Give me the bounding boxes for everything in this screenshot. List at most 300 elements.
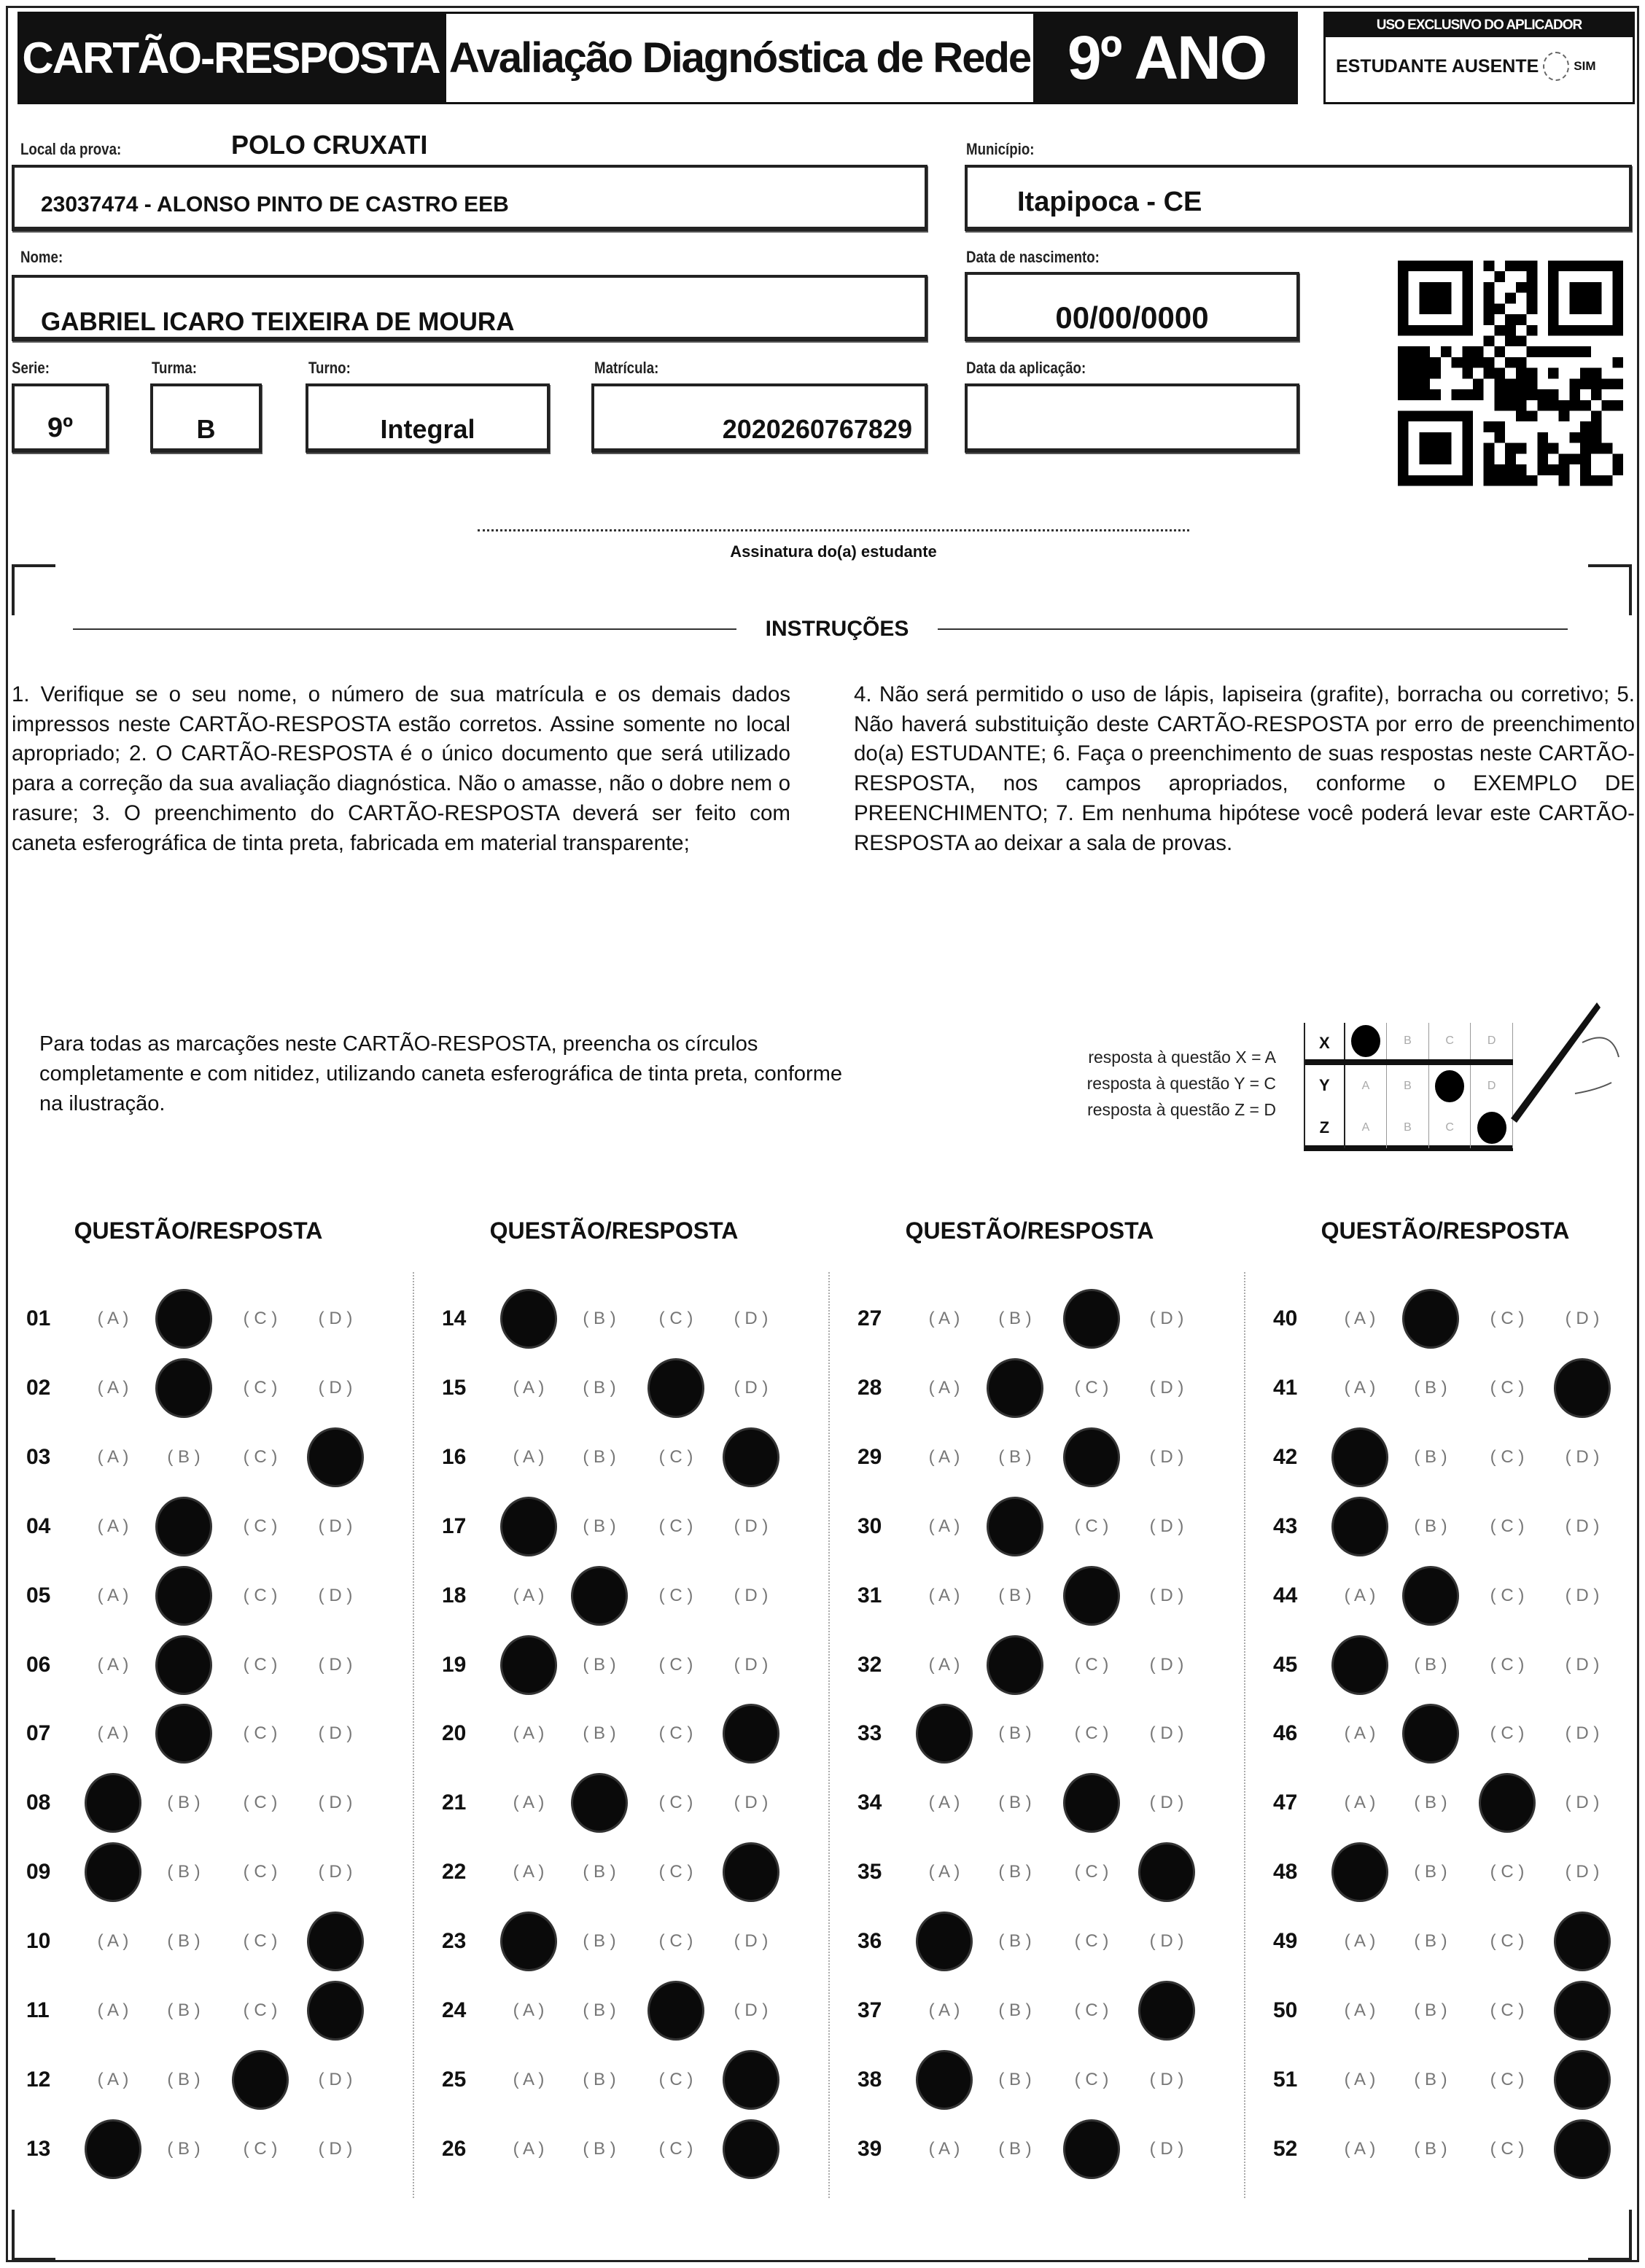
answer-bubble[interactable]: ( B ): [1414, 1516, 1447, 1536]
example-question: Y: [1305, 1065, 1345, 1107]
answer-bubble[interactable]: ( B ): [998, 1793, 1032, 1813]
answer-bubble-filled[interactable]: [87, 2121, 139, 2177]
answer-bubble[interactable]: ( A ): [1344, 1793, 1376, 1813]
answer-bubble[interactable]: ( A ): [97, 1377, 129, 1398]
answer-bubble[interactable]: ( A ): [928, 1862, 960, 1882]
answer-bubble[interactable]: ( B ): [583, 1862, 616, 1882]
turno-label: Turno:: [308, 359, 351, 377]
answer-bubble[interactable]: ( D ): [734, 2000, 769, 2020]
answer-bubble[interactable]: ( B ): [1414, 2000, 1447, 2020]
answer-bubble-filled[interactable]: [87, 1775, 139, 1831]
answer-bubble[interactable]: ( A ): [1344, 2000, 1376, 2020]
column-separator: [828, 1272, 830, 2198]
answer-bubble[interactable]: ( A ): [513, 2138, 545, 2159]
answer-bubble[interactable]: ( D ): [318, 1654, 353, 1675]
answer-bubble-filled[interactable]: [918, 2052, 971, 2108]
answer-bubble[interactable]: ( A ): [1344, 1931, 1376, 1952]
answer-bubble[interactable]: ( B ): [167, 2138, 201, 2159]
answer-bubble[interactable]: ( B ): [167, 1793, 201, 1813]
answer-bubble[interactable]: ( D ): [1149, 1516, 1184, 1536]
answer-bubble[interactable]: ( C ): [243, 1931, 278, 1952]
answer-bubble[interactable]: ( D ): [318, 2069, 353, 2089]
question-number: 28: [858, 1375, 882, 1400]
answer-bubble-filled[interactable]: [1334, 1844, 1386, 1900]
answer-bubble[interactable]: ( B ): [1414, 2138, 1447, 2159]
example-bubble: D: [1471, 1023, 1513, 1059]
answer-bubble-filled[interactable]: [502, 1291, 555, 1347]
answer-bubble[interactable]: ( C ): [243, 2000, 278, 2020]
answer-bubble[interactable]: ( C ): [1490, 2000, 1525, 2020]
answer-bubble[interactable]: ( B ): [1414, 1793, 1447, 1813]
answer-bubble[interactable]: ( D ): [1565, 1862, 1600, 1882]
answer-bubble-filled[interactable]: [1065, 1568, 1118, 1624]
answer-bubble-filled[interactable]: [725, 1706, 777, 1761]
answer-bubble-filled[interactable]: [1556, 2121, 1609, 2177]
question-number: 14: [442, 1306, 467, 1330]
answer-bubble-filled[interactable]: [650, 1360, 702, 1416]
question-number: 35: [858, 1860, 882, 1885]
local-label: Local da prova:: [20, 140, 122, 158]
answer-bubble-filled[interactable]: [1556, 1360, 1609, 1416]
question-number: 48: [1273, 1860, 1298, 1885]
nome-label: Nome:: [20, 248, 63, 266]
example-bubble: B: [1387, 1107, 1429, 1148]
municipio-label: Município:: [966, 140, 1035, 158]
column-separator: [413, 1272, 414, 2198]
example-line: resposta à questão X = A: [1088, 1048, 1276, 1067]
question-number: 29: [858, 1444, 882, 1469]
answer-bubble-filled[interactable]: [1065, 1430, 1118, 1485]
matricula-value: 2020260767829: [722, 414, 912, 444]
answer-bubble[interactable]: ( A ): [97, 1446, 129, 1467]
answer-bubble[interactable]: ( B ): [583, 2069, 616, 2089]
answer-bubble-filled[interactable]: [1556, 1914, 1609, 1969]
question-number: 04: [26, 1513, 51, 1538]
pen-illustration-icon: [1473, 999, 1626, 1145]
question-number: 08: [26, 1790, 51, 1815]
answer-bubble[interactable]: ( B ): [998, 2138, 1032, 2159]
answer-bubble[interactable]: ( C ): [1074, 1516, 1109, 1536]
question-number: 45: [1273, 1652, 1298, 1677]
answer-bubble-filled[interactable]: [1404, 1706, 1457, 1761]
school-value: 23037474 - ALONSO PINTO DE CASTRO EEB: [41, 192, 509, 217]
answer-bubble-filled[interactable]: [1481, 1775, 1533, 1831]
turma-value: B: [196, 414, 216, 444]
instructions-title: INSTRUÇÕES: [765, 617, 909, 641]
answer-bubble[interactable]: ( C ): [243, 2138, 278, 2159]
answer-bubble[interactable]: ( D ): [1149, 1585, 1184, 1605]
answer-bubble[interactable]: ( B ): [1414, 2069, 1447, 2089]
answer-bubble[interactable]: ( D ): [318, 1377, 353, 1398]
question-number: 10: [26, 1929, 51, 1954]
example-question: X: [1305, 1023, 1345, 1059]
answer-bubble[interactable]: ( C ): [1490, 2069, 1525, 2089]
answer-bubble[interactable]: ( A ): [97, 2069, 129, 2089]
answer-bubble[interactable]: ( A ): [97, 1309, 129, 1328]
answer-bubble-filled[interactable]: [1065, 1775, 1118, 1831]
answer-bubble[interactable]: ( D ): [318, 1723, 353, 1744]
answer-bubble-filled[interactable]: [650, 1983, 702, 2038]
question-number: 17: [442, 1513, 467, 1538]
answer-bubble[interactable]: ( A ): [928, 1309, 960, 1328]
answers-heading: QUESTÃO/RESPOSTA: [1321, 1217, 1570, 1244]
answer-bubble[interactable]: ( C ): [658, 1446, 693, 1467]
question-number: 40: [1273, 1306, 1298, 1330]
question-number: 33: [858, 1721, 882, 1746]
answer-bubble-filled[interactable]: [158, 1499, 210, 1554]
answer-bubble-filled[interactable]: [502, 1637, 555, 1693]
answer-bubble[interactable]: ( D ): [1149, 1793, 1184, 1813]
example-bubble: D: [1471, 1065, 1513, 1107]
answer-bubble-filled[interactable]: [1334, 1499, 1386, 1554]
answer-bubble[interactable]: ( C ): [1074, 1931, 1109, 1952]
answer-bubble[interactable]: ( B ): [998, 1446, 1032, 1467]
answer-bubble[interactable]: ( A ): [97, 1931, 129, 1952]
answer-bubble[interactable]: ( C ): [1490, 1309, 1525, 1328]
answer-bubble-filled[interactable]: [502, 1914, 555, 1969]
answer-bubble[interactable]: ( C ): [243, 1862, 278, 1882]
answer-bubble[interactable]: ( C ): [1490, 1931, 1525, 1952]
answer-bubble[interactable]: ( B ): [167, 2000, 201, 2020]
signature-line[interactable]: [478, 529, 1189, 531]
nome-value: GABRIEL ICARO TEIXEIRA DE MOURA: [41, 308, 515, 336]
question-number: 13: [26, 2136, 51, 2161]
answer-bubble[interactable]: ( B ): [583, 1931, 616, 1952]
answer-bubble-filled[interactable]: [1140, 1844, 1193, 1900]
answer-bubble[interactable]: ( C ): [658, 1585, 693, 1605]
answer-bubble-filled[interactable]: [989, 1499, 1041, 1554]
question-number: 27: [858, 1306, 882, 1330]
answer-bubble[interactable]: ( C ): [1490, 1654, 1525, 1675]
answer-bubble[interactable]: ( B ): [167, 1446, 201, 1467]
answer-bubble[interactable]: ( B ): [167, 1862, 201, 1882]
answer-bubble[interactable]: ( B ): [583, 1309, 616, 1328]
turma-label: Turma:: [152, 359, 197, 377]
answer-bubble[interactable]: ( C ): [243, 1723, 278, 1744]
answer-bubble-filled[interactable]: [309, 1983, 362, 2038]
answer-bubble[interactable]: ( D ): [1149, 1654, 1184, 1675]
question-number: 02: [26, 1375, 51, 1400]
answer-bubble[interactable]: ( C ): [1490, 1446, 1525, 1467]
answer-bubble[interactable]: ( A ): [513, 2069, 545, 2089]
answer-bubble[interactable]: ( D ): [1149, 1377, 1184, 1398]
answer-bubble-filled[interactable]: [725, 2121, 777, 2177]
answer-bubble-filled[interactable]: [1334, 1430, 1386, 1485]
question-number: 52: [1273, 2136, 1298, 2161]
answer-bubble[interactable]: ( D ): [1565, 1654, 1600, 1675]
answers-heading: QUESTÃO/RESPOSTA: [74, 1217, 323, 1244]
answer-bubble-filled[interactable]: [1556, 1983, 1609, 2038]
answer-bubble[interactable]: ( D ): [734, 1793, 769, 1813]
question-number: 01: [26, 1306, 51, 1330]
question-number: 21: [442, 1790, 467, 1815]
answer-bubble[interactable]: ( B ): [998, 1862, 1032, 1882]
absent-checkbox[interactable]: [1543, 52, 1569, 81]
answer-bubble[interactable]: ( A ): [928, 1585, 960, 1605]
answer-bubble[interactable]: ( A ): [1344, 2069, 1376, 2089]
frame-corner: [1588, 2210, 1632, 2261]
answer-bubble[interactable]: ( D ): [318, 1793, 353, 1813]
question-number: 37: [858, 1998, 882, 2022]
answer-bubble[interactable]: ( A ): [928, 2138, 960, 2159]
answer-bubble[interactable]: ( B ): [583, 1654, 616, 1675]
answers-heading: QUESTÃO/RESPOSTA: [905, 1217, 1154, 1244]
answer-bubble[interactable]: ( D ): [1149, 2138, 1184, 2159]
answer-bubble-filled[interactable]: [309, 1430, 362, 1485]
grade-label: 9º ANO: [1035, 12, 1298, 104]
answer-bubble[interactable]: ( A ): [513, 1377, 545, 1398]
example-bubble: A: [1345, 1107, 1388, 1148]
answer-bubble[interactable]: ( C ): [1074, 1377, 1109, 1398]
frame-corner: [1588, 564, 1632, 615]
answer-bubble[interactable]: ( A ): [928, 1654, 960, 1675]
answer-bubble[interactable]: ( C ): [1074, 1654, 1109, 1675]
applicator-box: [1323, 12, 1635, 104]
question-number: 36: [858, 1929, 882, 1954]
nascimento-label: Data de nascimento:: [966, 248, 1100, 266]
answer-bubble-filled[interactable]: [1140, 1983, 1193, 2038]
example-line: resposta à questão Y = C: [1086, 1074, 1276, 1093]
answer-bubble[interactable]: ( A ): [1344, 1309, 1376, 1328]
answer-bubble[interactable]: ( B ): [998, 1309, 1032, 1328]
answer-bubble[interactable]: ( B ): [1414, 1931, 1447, 1952]
answer-bubble[interactable]: ( A ): [928, 1793, 960, 1813]
answer-bubble[interactable]: ( D ): [1149, 1931, 1184, 1952]
answer-bubble[interactable]: ( B ): [998, 1585, 1032, 1605]
answer-bubble[interactable]: ( C ): [658, 2138, 693, 2159]
question-number: 19: [442, 1652, 467, 1677]
answer-bubble[interactable]: ( D ): [1565, 1723, 1600, 1744]
answer-bubble[interactable]: ( D ): [734, 1309, 769, 1328]
answer-bubble[interactable]: ( A ): [97, 1516, 129, 1536]
answer-bubble[interactable]: ( C ): [243, 1793, 278, 1813]
answer-bubble[interactable]: ( C ): [658, 1931, 693, 1952]
answer-bubble[interactable]: ( C ): [243, 1585, 278, 1605]
answer-bubble-filled[interactable]: [158, 1637, 210, 1693]
question-number: 51: [1273, 2067, 1298, 2092]
answer-bubble[interactable]: ( A ): [513, 1723, 545, 1744]
answer-bubble[interactable]: ( B ): [998, 1931, 1032, 1952]
answer-bubble[interactable]: ( C ): [1490, 1723, 1525, 1744]
qr-code: [1398, 257, 1623, 489]
signature-label: Assinatura do(a) estudante: [730, 542, 937, 561]
answer-bubble[interactable]: ( C ): [243, 1377, 278, 1398]
answer-bubble[interactable]: ( A ): [928, 1516, 960, 1536]
question-number: 39: [858, 2136, 882, 2161]
answer-bubble[interactable]: ( D ): [1565, 1309, 1600, 1328]
answer-bubble[interactable]: ( B ): [1414, 1377, 1447, 1398]
nascimento-value: 00/00/0000: [1055, 300, 1209, 335]
municipio-value: Itapipoca - CE: [1017, 187, 1202, 217]
answer-bubble[interactable]: ( C ): [1490, 1516, 1525, 1536]
answer-bubble[interactable]: ( C ): [658, 1793, 693, 1813]
answer-bubble-filled[interactable]: [87, 1844, 139, 1900]
answer-bubble[interactable]: ( B ): [998, 1723, 1032, 1744]
answer-bubble[interactable]: ( D ): [1149, 1723, 1184, 1744]
answer-bubble[interactable]: ( D ): [1149, 2069, 1184, 2089]
answer-bubble-filled[interactable]: [1404, 1568, 1457, 1624]
answer-bubble[interactable]: ( D ): [318, 1309, 353, 1328]
answer-bubble[interactable]: ( D ): [318, 1516, 353, 1536]
answer-bubble-filled[interactable]: [573, 1775, 626, 1831]
answer-bubble-filled[interactable]: [158, 1291, 210, 1347]
answer-bubble[interactable]: ( A ): [513, 1793, 545, 1813]
answer-bubble[interactable]: ( C ): [658, 2069, 693, 2089]
answer-bubble[interactable]: ( D ): [734, 1654, 769, 1675]
answer-bubble[interactable]: ( B ): [167, 1931, 201, 1952]
answer-bubble[interactable]: ( C ): [1490, 2138, 1525, 2159]
answer-bubble[interactable]: ( D ): [734, 1931, 769, 1952]
answer-bubble[interactable]: ( D ): [734, 1585, 769, 1605]
answer-bubble[interactable]: ( B ): [583, 2000, 616, 2020]
answer-bubble[interactable]: ( C ): [1490, 1585, 1525, 1605]
column-separator: [1244, 1272, 1245, 2198]
answer-bubble[interactable]: ( A ): [1344, 1585, 1376, 1605]
question-number: 11: [26, 1998, 50, 2022]
answer-bubble[interactable]: ( D ): [318, 1585, 353, 1605]
answer-bubble-filled[interactable]: [502, 1499, 555, 1554]
question-number: 41: [1273, 1375, 1298, 1400]
example-bubble-filled: [1429, 1065, 1471, 1107]
answer-bubble[interactable]: ( C ): [658, 1723, 693, 1744]
question-number: 23: [442, 1929, 467, 1954]
answer-bubble-filled[interactable]: [309, 1914, 362, 1969]
answer-bubble[interactable]: ( C ): [1074, 1723, 1109, 1744]
answer-bubble[interactable]: ( A ): [513, 1585, 545, 1605]
answer-bubble-filled[interactable]: [1404, 1291, 1457, 1347]
answer-bubble[interactable]: ( B ): [583, 1377, 616, 1398]
answer-bubble[interactable]: ( D ): [1565, 1516, 1600, 1536]
answer-bubble[interactable]: ( C ): [658, 1654, 693, 1675]
answer-bubble-filled[interactable]: [725, 1430, 777, 1485]
turno-value: Integral: [380, 414, 475, 444]
answer-bubble[interactable]: ( A ): [97, 1585, 129, 1605]
answer-bubble[interactable]: ( C ): [658, 1309, 693, 1328]
answer-bubble[interactable]: ( D ): [1149, 1309, 1184, 1328]
question-number: 09: [26, 1860, 51, 1885]
answer-bubble[interactable]: ( D ): [734, 1377, 769, 1398]
question-number: 47: [1273, 1790, 1298, 1815]
answer-bubble[interactable]: ( A ): [1344, 1723, 1376, 1744]
answer-bubble-filled[interactable]: [234, 2052, 287, 2108]
answer-bubble[interactable]: ( B ): [583, 1723, 616, 1744]
example-bubble: B: [1387, 1023, 1429, 1059]
answer-bubble[interactable]: ( C ): [243, 1309, 278, 1328]
answer-bubble[interactable]: ( D ): [318, 1862, 353, 1882]
answer-bubble-filled[interactable]: [1334, 1637, 1386, 1693]
question-number: 05: [26, 1583, 51, 1608]
frame-corner: [12, 2210, 55, 2261]
answer-bubble-filled[interactable]: [989, 1637, 1041, 1693]
answer-bubble[interactable]: ( A ): [97, 1723, 129, 1744]
example-question: Z: [1305, 1107, 1345, 1148]
answer-bubble-filled[interactable]: [725, 1844, 777, 1900]
answer-bubble[interactable]: ( D ): [1149, 1446, 1184, 1467]
answer-bubble[interactable]: ( C ): [658, 1516, 693, 1536]
divider: [938, 628, 1568, 630]
answer-bubble[interactable]: ( B ): [583, 1516, 616, 1536]
question-number: 20: [442, 1721, 467, 1746]
answer-bubble[interactable]: ( A ): [928, 1446, 960, 1467]
answer-bubble[interactable]: ( B ): [998, 2069, 1032, 2089]
answer-bubble[interactable]: ( A ): [928, 1377, 960, 1398]
answer-bubble[interactable]: ( A ): [97, 1654, 129, 1675]
answer-bubble[interactable]: ( D ): [1565, 1585, 1600, 1605]
answer-bubble-filled[interactable]: [158, 1706, 210, 1761]
answer-bubble[interactable]: ( B ): [1414, 1446, 1447, 1467]
answer-bubble[interactable]: ( A ): [1344, 2138, 1376, 2159]
answer-bubble[interactable]: ( A ): [1344, 1377, 1376, 1398]
serie-value: 9º: [47, 413, 73, 443]
answer-bubble-filled[interactable]: [158, 1568, 210, 1624]
answer-bubble[interactable]: ( A ): [513, 2000, 545, 2020]
answer-bubble-filled[interactable]: [918, 1706, 971, 1761]
answer-bubble[interactable]: ( B ): [167, 2069, 201, 2089]
answer-bubble-filled[interactable]: [725, 2052, 777, 2108]
answer-bubble[interactable]: ( D ): [1565, 1793, 1600, 1813]
answer-bubble[interactable]: ( C ): [1490, 1862, 1525, 1882]
answer-bubble[interactable]: ( C ): [243, 1446, 278, 1467]
answer-bubble[interactable]: ( B ): [998, 2000, 1032, 2020]
answer-bubble[interactable]: ( D ): [734, 1516, 769, 1536]
answer-bubble[interactable]: ( C ): [1074, 2069, 1109, 2089]
aplicacao-field: [965, 383, 1299, 453]
answer-bubble[interactable]: ( B ): [1414, 1862, 1447, 1882]
answer-bubble-filled[interactable]: [989, 1360, 1041, 1416]
answer-bubble[interactable]: ( B ): [583, 2138, 616, 2159]
question-number: 38: [858, 2067, 882, 2092]
question-number: 15: [442, 1375, 467, 1400]
frame-corner: [12, 564, 55, 615]
answer-bubble[interactable]: ( C ): [243, 1516, 278, 1536]
question-number: 16: [442, 1444, 467, 1469]
example-bubble: A: [1345, 1065, 1388, 1107]
answer-bubble[interactable]: ( C ): [1074, 1862, 1109, 1882]
question-number: 18: [442, 1583, 467, 1608]
matricula-label: Matrícula:: [594, 359, 659, 377]
answer-bubble[interactable]: ( B ): [1414, 1654, 1447, 1675]
answer-bubble-filled[interactable]: [1065, 1291, 1118, 1347]
answer-bubble[interactable]: ( C ): [1074, 2000, 1109, 2020]
absent-label: ESTUDANTE AUSENTE: [1336, 55, 1539, 77]
answer-bubble-filled[interactable]: [918, 1914, 971, 1969]
filled-dot: [1435, 1070, 1464, 1102]
answer-bubble[interactable]: ( A ): [513, 1446, 545, 1467]
answer-bubble[interactable]: ( A ): [513, 1862, 545, 1882]
answer-bubble[interactable]: ( C ): [658, 1862, 693, 1882]
question-number: 43: [1273, 1513, 1298, 1538]
example-bubble: C: [1429, 1107, 1471, 1148]
answer-bubble[interactable]: ( B ): [583, 1446, 616, 1467]
question-number: 30: [858, 1513, 882, 1538]
instructions-left: 1. Verifique se o seu nome, o número de sua matrícula e os demais dados impressos neste CARTÃO-RESPOSTA estão corretos. Assine somente no local apropriado; 2. O CARTÃO-RESPOSTA é o único documento que será utilizado para a correção da sua avaliação diagnóstica. Não o amasse, não o dobre nem o rasure; 3. O preenchimento do CARTÃO-RESPOSTA deverá ser feito com caneta esferográfica de tinta preta, fabricada em material transparente;: [12, 682, 790, 855]
example-line: resposta à questão Z = D: [1087, 1100, 1276, 1119]
answer-bubble[interactable]: ( C ): [1490, 1377, 1525, 1398]
example-bubble: C: [1429, 1023, 1471, 1059]
answer-bubble[interactable]: ( D ): [1565, 1446, 1600, 1467]
answer-bubble-filled[interactable]: [1556, 2052, 1609, 2108]
question-number: 32: [858, 1652, 882, 1677]
answer-bubble-filled[interactable]: [1065, 2121, 1118, 2177]
filled-dot: [1351, 1025, 1380, 1057]
answer-bubble[interactable]: ( C ): [243, 1654, 278, 1675]
answer-bubble[interactable]: ( D ): [318, 2138, 353, 2159]
answer-bubble-filled[interactable]: [158, 1360, 210, 1416]
answer-bubble[interactable]: ( A ): [928, 2000, 960, 2020]
answer-bubble-filled[interactable]: [573, 1568, 626, 1624]
question-number: 12: [26, 2067, 51, 2092]
answer-bubble[interactable]: ( A ): [97, 2000, 129, 2020]
